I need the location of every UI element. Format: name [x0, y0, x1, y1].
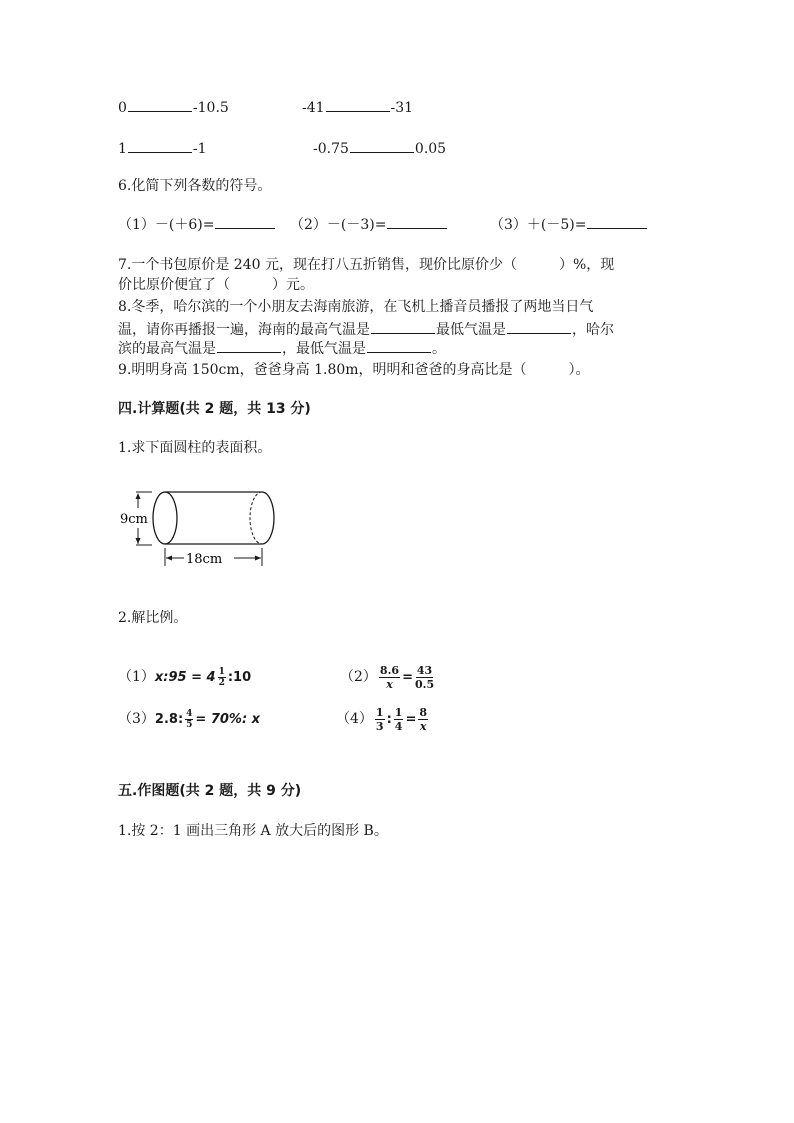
proportion-problem-1: （1）x:95 = 4 $\frac{1}{2}$ :10 [118, 666, 252, 688]
section-4-question-2: 2.解比例。 [118, 610, 188, 626]
answer-blank [215, 215, 275, 229]
compare-row1-a: 0 -10.5 [118, 100, 229, 116]
answer-blank [128, 139, 192, 153]
answer-blank [350, 139, 414, 153]
fraction: $\frac{43}{0.5}$ [414, 663, 435, 691]
answer-blank [387, 215, 447, 229]
answer-blank [587, 215, 647, 229]
answer-blank [367, 339, 431, 353]
cylinder-hidden-edge [250, 492, 262, 544]
cylinder-figure [116, 484, 286, 574]
fraction: $\frac{1}{3}$ [375, 705, 384, 733]
question-7-line-1: 7.一个书包原价是 240 元，现在打八五折销售，现价比原价少（ ）%，现 [118, 257, 615, 273]
answer-blank [371, 320, 435, 334]
proportion-problem-3: （3）2.8: $\frac{4}{5}$ = 70%: x [118, 708, 261, 730]
fraction: $\frac{1}{4}$ [394, 705, 403, 733]
question-7-line-2: 价比原价便宜了（ ）元。 [118, 277, 314, 293]
answer-blank [326, 98, 390, 112]
fraction: $\frac{8}{x}$ [419, 705, 427, 733]
section-5-heading: 五.作图题(共 2 题，共 9 分) [118, 783, 302, 799]
height-label: 9cm [120, 512, 148, 527]
fraction: $\frac{1}{2}$ [218, 666, 225, 688]
proportion-problem-2: （2） $\frac{8.6}{x}$ = $\frac{43}{0.5}$ [340, 663, 435, 691]
compare-row2-b: -0.75 0.05 [313, 141, 447, 157]
arrow-right-icon [255, 556, 261, 561]
question-6-part-2: （2）－(－3)= [290, 215, 448, 234]
answer-blank [507, 320, 571, 334]
question-8-line-2: 温，请你再播报一遍，海南的最高气温是 最低气温是 ，哈尔 [118, 322, 614, 338]
answer-blank [128, 98, 192, 112]
section-5-question-1: 1.按 2：1 画出三角形 A 放大后的图形 B。 [118, 823, 388, 839]
question-9: 9.明明身高 150cm，爸爸身高 1.80m，明明和爸爸的身高比是（ ）。 [118, 362, 590, 378]
arrow-down-icon [136, 538, 141, 544]
compare-row1-b: -41 -31 [302, 100, 414, 116]
question-6-part-1: （1）－(＋6)= [118, 215, 276, 234]
question-6-title: 6.化简下列各数的符号。 [118, 178, 272, 194]
length-label: 18cm [186, 552, 223, 567]
question-6-part-3: （3）＋(－5)= [490, 215, 648, 234]
question-8-line-1: 8.冬季，哈尔滨的一个小朋友去海南旅游，在飞机上播音员播报了两地当日气 [118, 299, 594, 315]
question-8-line-3: 滨的最高气温是 ，最低气温是 。 [118, 341, 446, 357]
cylinder-left-face [153, 492, 177, 544]
section-4-heading: 四.计算题(共 2 题，共 13 分) [118, 401, 311, 417]
proportion-problem-4: （4） $\frac{1}{3}$ : $\frac{1}{4}$ = $\frac{8}{x}$ [336, 705, 427, 733]
cylinder-right-face [262, 492, 274, 544]
fraction: $\frac{8.6}{x}$ [379, 663, 400, 691]
answer-blank [217, 339, 281, 353]
compare-row2-a: 1 -1 [118, 141, 207, 157]
arrow-left-icon [166, 556, 172, 561]
arrow-up-icon [136, 493, 141, 499]
fraction: $\frac{4}{5}$ [186, 708, 193, 730]
section-4-question-1: 1.求下面圆柱的表面积。 [118, 440, 272, 456]
